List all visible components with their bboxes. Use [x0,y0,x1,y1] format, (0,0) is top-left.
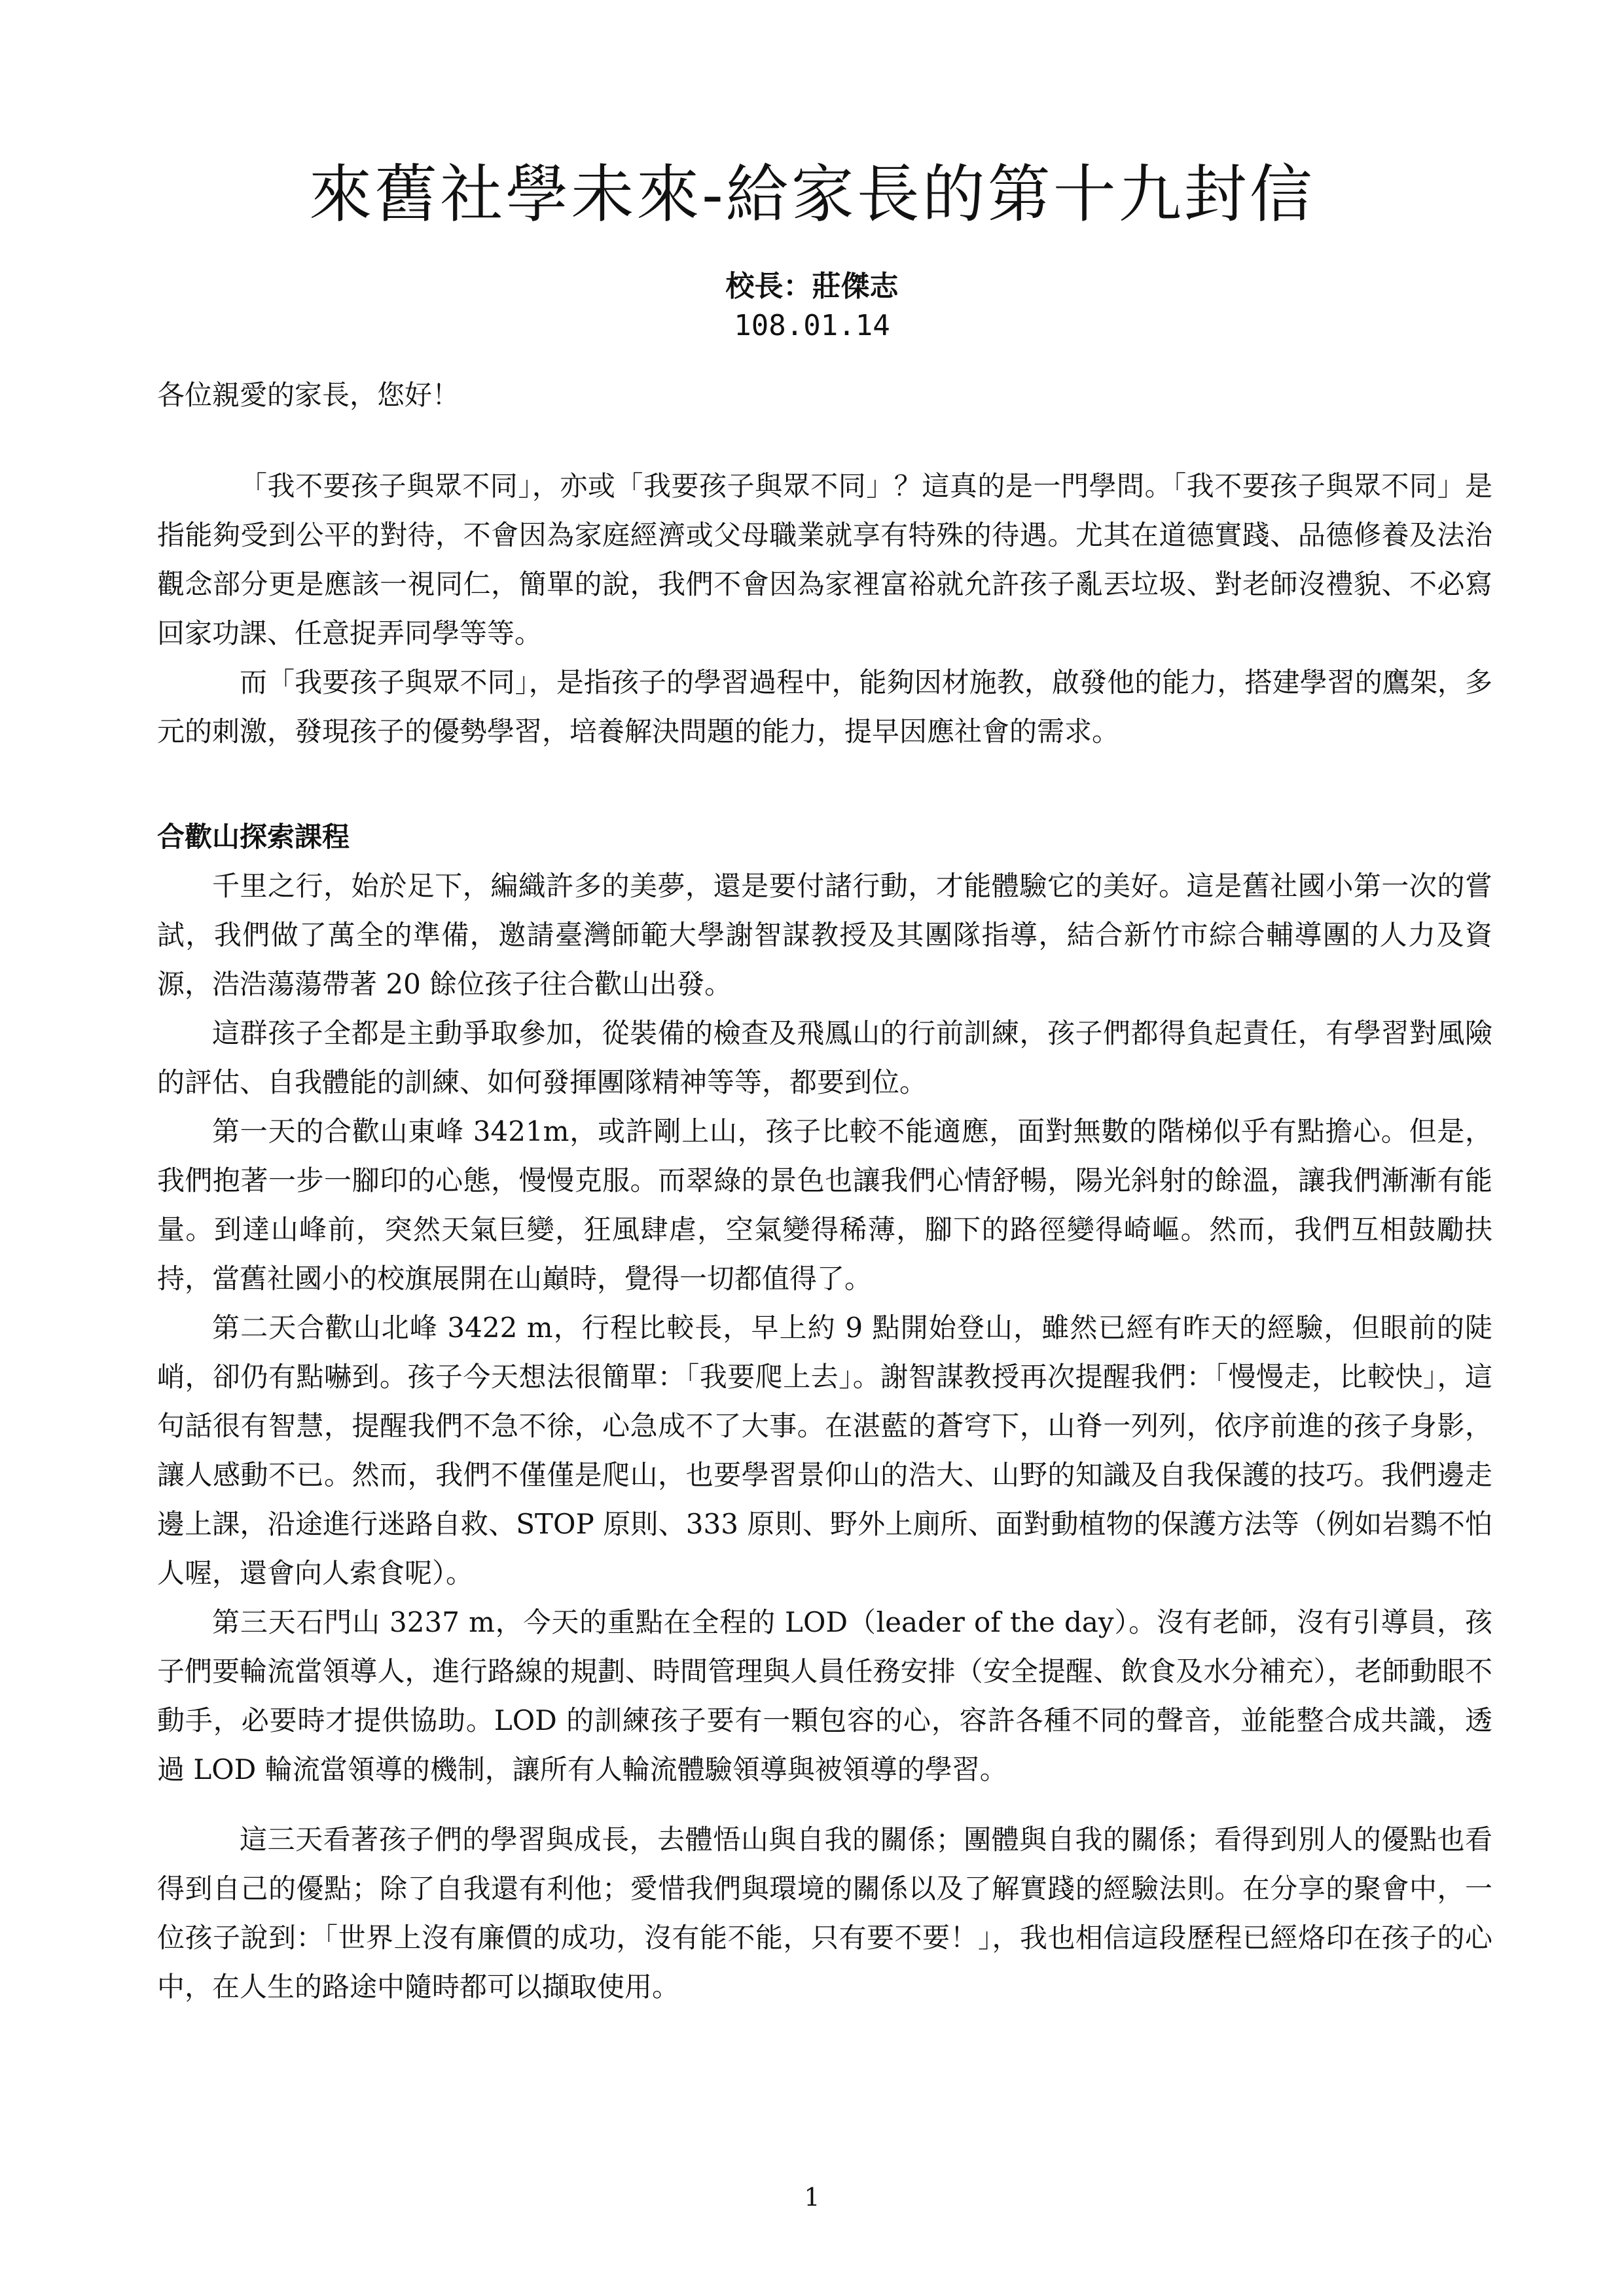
document-title: 來舊社學未來-給家長的第十九封信 [309,158,1315,231]
section-paragraph-2: 這群孩子全都是主動爭取參加，從裝備的檢查及飛鳳山的行前訓練，孩子們都得負起責任，有學習對風險的評估、自我體能的訓練、如何發揮團隊精神等等，都要到位。 [157,1017,1492,1098]
page-number: 1 [804,2183,820,2212]
section-paragraph-6: 這三天看著孩子們的學習與成長，去體悟山與自我的關係；團體與自我的關係；看得到別人的優點也看得到自己的優點；除了自我還有利他；愛惜我們與環境的關係以及了解實踐的經驗法則。在分享的聚會中，一位孩子說到：「世界上沒有廉價的成功，沒有能不能，只有要不要！」，我也相信這段歷程已經烙印在孩子的心中，在人生的路途中隨時都可以擷取使用。 [157,1823,1492,2003]
section-spacer [157,756,1492,812]
greeting: 各位親愛的家長，您好！ [157,379,460,411]
letter-body [157,370,1492,2011]
intro-paragraph-1: 「我不要孩子與眾不同」，亦或「我要孩子與眾不同」？這真的是一門學問。「我不要孩子與眾不同」是指能夠受到公平的對待，不會因為家庭經濟或父母職業就享有特殊的待遇。尤其在道德實踐、品德修養及法治觀念部分更是應該一視同仁，簡單的說，我們不會因為家裡富裕就允許孩子亂丟垃圾、對老師沒禮貌、不必寫回家功課、任意捉弄同學等等。 [157,470,1492,649]
intro-paragraph-2: 而「我要孩子與眾不同」，是指孩子的學習過程中，能夠因材施教，啟發他的能力，搭建學習的鷹架，多元的刺激，發現孩子的優勢學習，培養解決問題的能力，提早因應社會的需求。 [157,666,1492,747]
section-heading: 合歡山探索課程 [157,821,350,853]
section-paragraph-3: 第一天的合歡山東峰 3421m，或許剛上山，孩子比較不能適應，面對無數的階梯似乎有點擔心。但是，我們抱著一步一腳印的心態，慢慢克服。而翠綠的景色也讓我們心情舒暢，陽光斜射的餘溫，讓我們漸漸有能量。到達山峰前，突然天氣巨變，狂風肆虐，空氣變得稀薄，腳下的路徑變得崎嶇。然而，我們互相鼓勵扶持，當舊社國小的校旗展開在山巔時，覺得一切都值得了。 [157,1115,1492,1295]
section-paragraph-1: 千里之行，始於足下，編織許多的美夢，還是要付諸行動，才能體驗它的美好。這是舊社國小第一次的嘗試，我們做了萬全的準備，邀請臺灣師範大學謝智謀教授及其團隊指導，結合新竹市綜合輔導團的人力及資源，浩浩蕩蕩帶著 20 餘位孩子往合歡山出發。 [157,870,1492,1000]
section-paragraph-5: 第三天石門山 3237 m，今天的重點在全程的 LOD（leader of the day）。沒有老師，沒有引導員，孩子們要輪流當領導人，進行路線的規劃、時間管理與人員任務安排（安全提醒、飲食及水分補充），老師動眼不動手，必要時才提供協助。LOD 的訓練孩子要有一顆包容的心，容許各種不同的聲音，並能整合成共識，透過 LOD 輪流當領導的機制，讓所有人輪流體驗領導與被領導的學習。 [157,1606,1492,1785]
author-line: 校長：莊傑志 [725,270,899,303]
section-paragraph-4: 第二天合歡山北峰 3422 m，行程比較長，早上約 9 點開始登山，雖然已經有昨天的經驗，但眼前的陡峭，卻仍有點嚇到。孩子今天想法很簡單：「我要爬上去」。謝智謀教授再次提醒我們：「慢慢走，比較快」，這句話很有智慧，提醒我們不急不徐，心急成不了大事。在湛藍的蒼穹下，山脊一列列，依序前進的孩子身影，讓人感動不已。然而，我們不僅僅是爬山，也要學習景仰山的浩大、山野的知識及自我保護的技巧。我們邊走邊上課，沿途進行迷路自救、STOP 原則、333 原則、野外上廁所、面對動植物的保護方法等（例如岩鷚不怕人喔，還會向人索食呢）。 [157,1312,1492,1589]
closing-spacer [157,1794,1492,1815]
document-date: 108.01.14 [734,309,890,342]
